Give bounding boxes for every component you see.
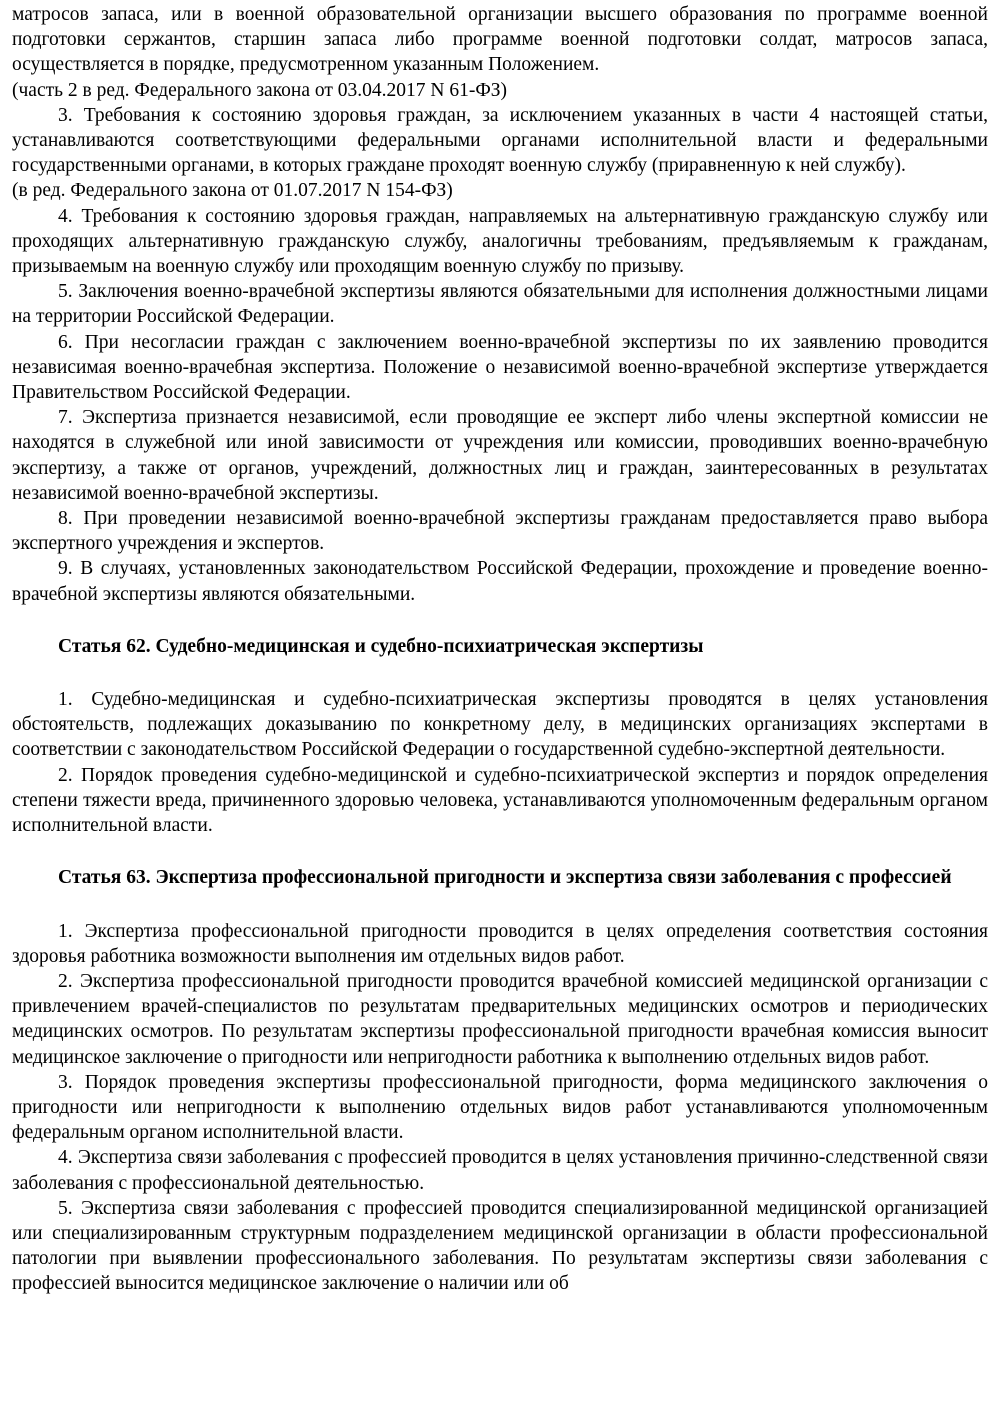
paragraph-62-2: 2. Порядок проведения судебно-медицинской и судебно-психиатрической экспертиз и порядок определения степени тяжести вреда, причиненного здоровью человека, устанавливаются уполномоченным федеральным органом исполнительной власти. <box>12 764 988 837</box>
paragraph-61-7: 7. Экспертиза признается независимой, если проводящие ее эксперт либо члены экспертной комиссии не находятся в служебной или иной зависимости от учреждения или комиссии, проводивших военно-врачебную экспертизу, а также от органов, учреждений, должностных лиц и граждан, заинтересованных в результатах независимой военно-врачебной экспертизы. <box>12 407 988 504</box>
paragraph-63-3: 3. Порядок проведения экспертизы профессиональной пригодности, форма медицинского заключения о пригодности или непригодности к выполнению отдельных видов работ устанавливаются уполномоченным федеральным органом исполнительной власти. <box>12 1071 988 1144</box>
paragraph-61-4: 4. Требования к состоянию здоровья граждан, направляемых на альтернативную гражданскую службу или проходящих альтернативную гражданскую службу, аналогичны требованиям, предъявляемым к гражданам, призываемым на военную службу или проходящим военную службу по призыву. <box>12 205 988 278</box>
paragraph-63-5: 5. Экспертиза связи заболевания с профессией проводится специализированной медицинской организацией или специализированным структурным подразделением медицинской организации в области профессиональной патологии при выявлении профессионального заболевания. По результатам экспертизы связи заболевания с профессией выносится медицинское заключение о наличии или об <box>12 1197 988 1295</box>
paragraph-63-2: 2. Экспертиза профессиональной пригодности проводится врачебной комиссией медицинской организации с привлечением врачей-специалистов по результатам предварительных медицинских осмотров и периодических медицинских осмотров. По результатам экспертизы профессиональной пригодности врачебная комиссия выносит медицинское заключение о пригодности или непригодности работника к выполнению отдельных видов работ. <box>12 970 988 1068</box>
paragraph-61-8: 8. При проведении независимой военно-врачебной экспертизы гражданам предоставляется право выбора экспертного учреждения и экспертов. <box>12 508 988 555</box>
paragraph-62-1: 1. Судебно-медицинская и судебно-психиатрическая экспертизы проводятся в целях установления обстоятельств, подлежащих доказыванию по конкретному делу, в медицинских организациях экспертами в соответствии с законодательством Российской Федерации о государственной судебно-экспертной деятельности. <box>12 689 988 761</box>
paragraph-63-1: 1. Экспертиза профессиональной пригодности проводится в целях определения соответствия состояния здоровья работника возможности выполнения им отдельных видов работ. <box>12 920 988 967</box>
paragraph-continuation: матросов запаса, или в военной образовательной организации высшего образования по программе военной подготовки сержантов, старшин запаса либо программе военной подготовки солдат, матросов запаса, осуществляется в порядке, предусмотренном указанным Положением. <box>12 4 988 76</box>
paragraph-63-4: 4. Экспертиза связи заболевания с профессией проводится в целях установления причинно-следственной связи заболевания с профессиональной деятельностью. <box>12 1147 988 1194</box>
article-62-heading: Статья 62. Судебно-медицинская и судебно-психиатрическая экспертизы <box>58 635 704 657</box>
amendment-note: (в ред. Федерального закона от 01.07.2017 N 154-ФЗ) <box>12 180 453 202</box>
amendment-note: (часть 2 в ред. Федерального закона от 03.04.2017 N 61-ФЗ) <box>12 79 508 101</box>
paragraph-61-9: 9. В случаях, установленных законодательством Российской Федерации, прохождение и проведение военно-врачебной экспертизы являются обязательными. <box>12 558 988 605</box>
article-63-heading: Статья 63. Экспертиза профессиональной пригодности и экспертиза связи заболевания с профессией <box>58 867 952 889</box>
paragraph-61-3: 3. Требования к состоянию здоровья граждан, за исключением указанных в части 4 настоящей статьи, устанавливаются соответствующими федеральными органами исполнительной власти и федеральными государственными органами, в которых граждане проходят военную службу (приравненную к ней службу). <box>12 104 988 177</box>
paragraph-61-6: 6. При несогласии граждан с заключением военно-врачебной экспертизы по их заявлению проводится независимая военно-врачебная экспертиза. Положение о независимой военно-врачебной экспертизе утверждается Правительством Российской Федерации. <box>12 331 988 404</box>
paragraph-61-5: 5. Заключения военно-врачебной экспертизы являются обязательными для исполнения должностными лицами на территории Российской Федерации. <box>12 281 988 328</box>
